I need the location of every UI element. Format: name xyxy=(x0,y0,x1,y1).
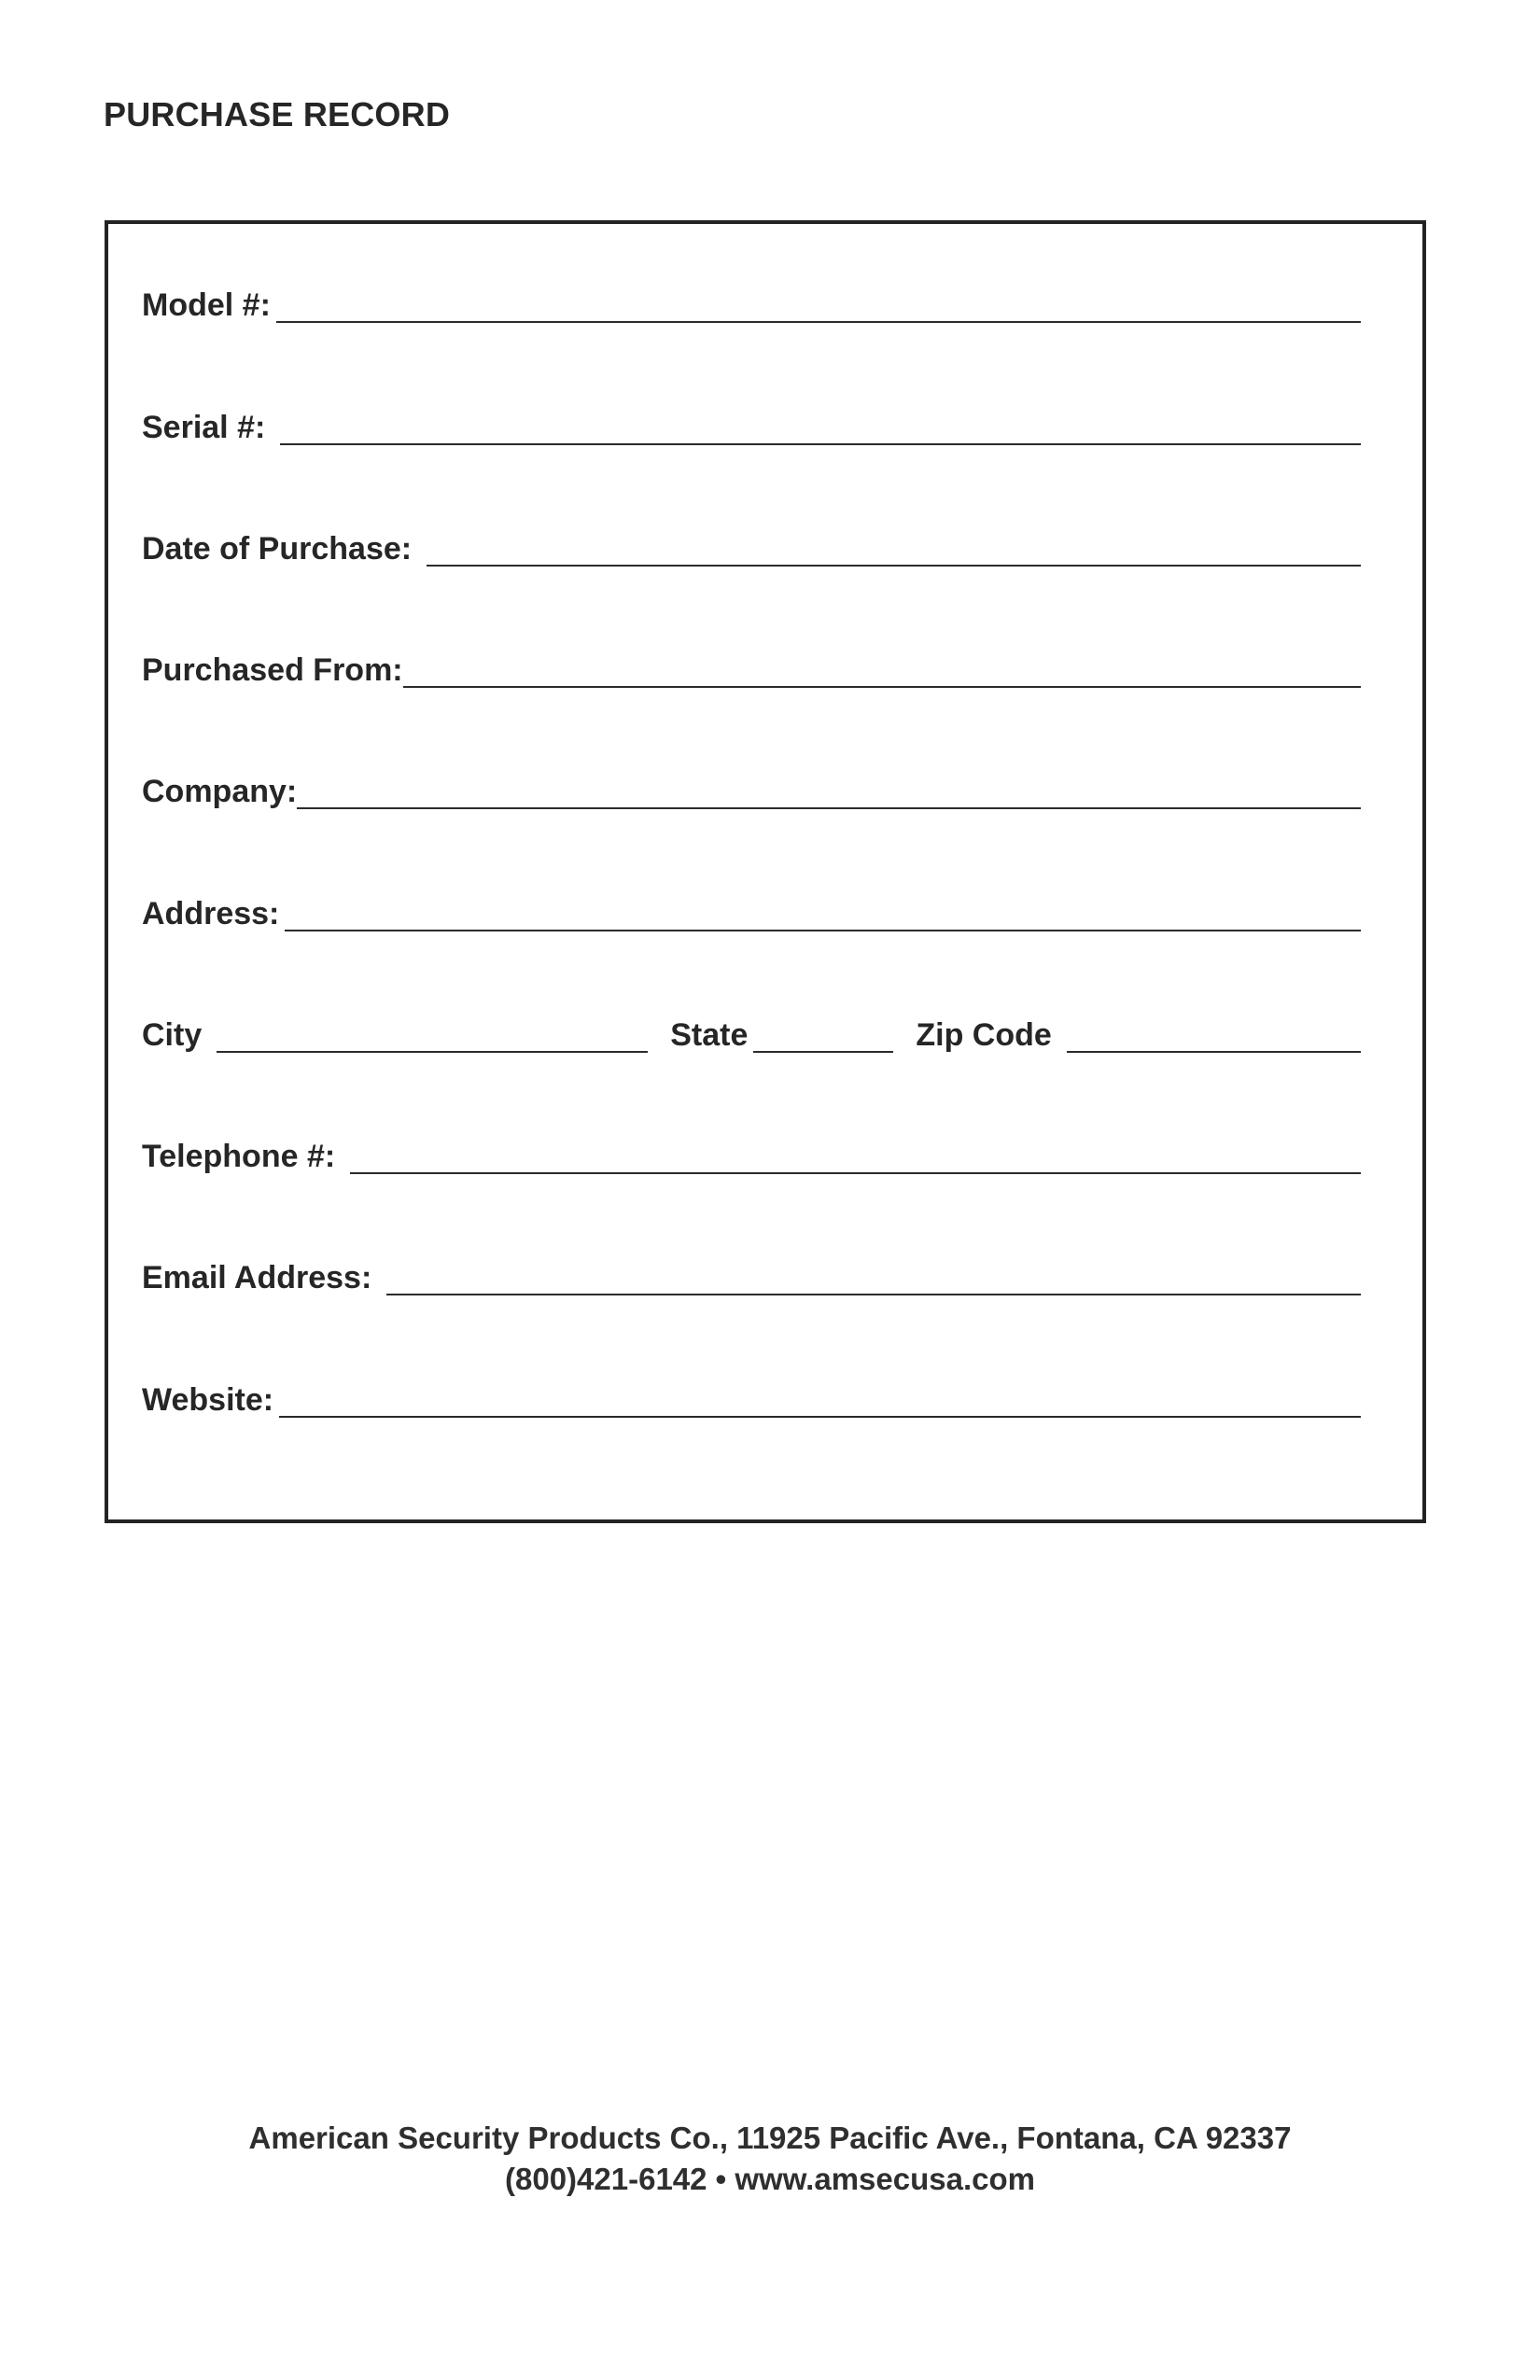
telephone-field xyxy=(142,1133,1361,1176)
telephone-input-line[interactable] xyxy=(350,1172,1361,1174)
serial-label: Serial #: xyxy=(142,410,266,445)
date-of-purchase-input-line[interactable] xyxy=(427,565,1361,567)
address-input-line[interactable] xyxy=(285,930,1361,931)
zip-code-label: Zip Code xyxy=(916,1017,1052,1053)
footer-contact: (800)421-6142 • www.amsecusa.com xyxy=(505,2162,1035,2196)
city-label: City xyxy=(142,1017,203,1053)
email-address-field xyxy=(142,1254,1361,1297)
website-input-line[interactable] xyxy=(279,1416,1361,1418)
state-input-line[interactable] xyxy=(753,1051,893,1053)
email-address-input-line[interactable] xyxy=(386,1294,1361,1295)
page-title: PURCHASE RECORD xyxy=(104,95,451,133)
serial-field xyxy=(142,404,1361,447)
telephone-label: Telephone #: xyxy=(142,1139,336,1174)
company-field xyxy=(142,768,1361,811)
company-label: Company: xyxy=(142,774,298,809)
model-label: Model #: xyxy=(142,287,271,323)
serial-input-line[interactable] xyxy=(280,443,1361,445)
model-field xyxy=(142,282,1361,325)
purchased-from-label: Purchased From: xyxy=(142,652,403,688)
website-label: Website: xyxy=(142,1382,274,1418)
date-of-purchase-label: Date of Purchase: xyxy=(142,531,413,567)
date-of-purchase-field xyxy=(142,525,1361,568)
city-state-zip-row xyxy=(142,1012,1361,1055)
state-label: State xyxy=(670,1017,749,1053)
purchased-from-input-line[interactable] xyxy=(403,686,1361,688)
model-input-line[interactable] xyxy=(276,321,1361,323)
city-input-line[interactable] xyxy=(217,1051,648,1053)
zip-code-input-line[interactable] xyxy=(1067,1051,1361,1053)
purchased-from-field xyxy=(142,647,1361,690)
address-field xyxy=(142,890,1361,933)
footer-company-address: American Security Products Co., 11925 Pacific Ave., Fontana, CA 92337 xyxy=(248,2121,1292,2155)
address-label: Address: xyxy=(142,896,280,931)
website-field xyxy=(142,1377,1361,1420)
email-address-label: Email Address: xyxy=(142,1260,372,1295)
company-input-line[interactable] xyxy=(297,807,1361,809)
